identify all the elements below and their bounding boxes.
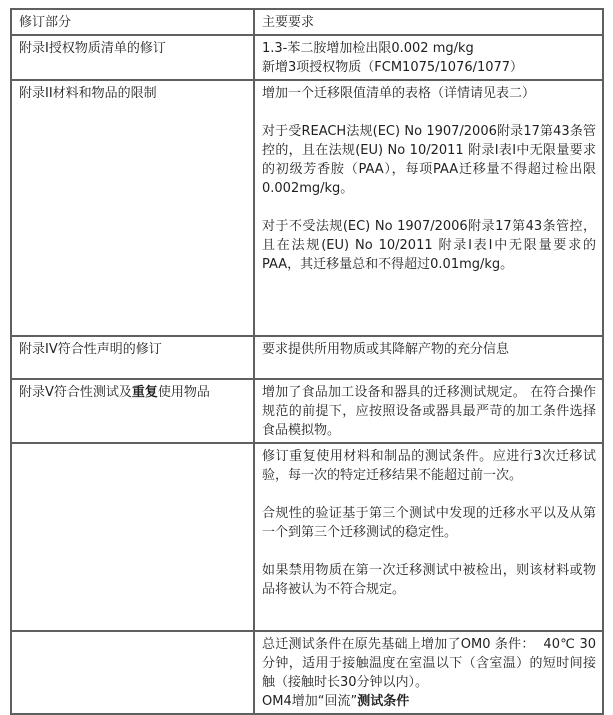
header-cell-section: 修订部分 [11,9,254,35]
section-cell [11,379,254,443]
om4-line [262,692,596,711]
om4-bold: 测试条件 [357,694,410,709]
requirement-cell [254,379,603,443]
section-label-bold: 重复 [131,385,158,400]
requirement-paragraph: 如果禁用物质在第一次迁移测试中被检出，则该材料或物品将被认为不符合规定。 [262,563,596,597]
table-header-row [11,9,603,35]
requirement-cell [254,443,603,631]
table-row-annex5 [11,379,603,443]
requirement-paragraph: 对于不受法规(EC) No 1907/2006附录17第43条管控，且在法规(EU) No 10/2011 附录I表I中无限量要求的PAA，其迁移量总和不得超过0.01mg/kg。 [262,219,596,272]
section-cell [11,443,254,631]
requirement-cell [254,631,603,714]
section-cell: 附录IV符合性声明的修订 [11,336,254,379]
requirement-line: 总迁测试条件在原先基础上增加了OM0 条件： 40℃ 30分钟，适用于接触温度在室温以下（含室温）的短时间接触（接触时长30分钟以内）。 [262,637,596,690]
requirement-cell [254,35,603,80]
document-page [0,8,613,709]
section-cell [11,631,254,714]
section-label-prefix: 附录V符合性测试及 [19,385,132,400]
requirement-paragraph: 修订重复使用材料和制品的测试条件。应进行3次迁移试验，每一次的特定迁移结果不能超过前一次。 [262,449,596,483]
requirement-paragraph: 合规性的验证基于第三个测试中发现的迁移水平以及从第一个到第三个迁移测试的稳定性。 [262,506,596,540]
requirement-paragraph: 要求提供所用物质或其降解产物的充分信息 [262,342,510,357]
om4-prefix: OM4增加“回流” [262,694,358,709]
requirement-cell [254,336,603,379]
requirement-paragraph: 增加了食品加工设备和器具的迁移测试规定。 在符合操作规范的前提下，应按照设备或器具最严苛的加工条件选择食品模拟物。 [262,385,596,438]
requirement-line: 新增3项授权物质（FCM1075/1076/1077） [262,60,524,75]
table-row-reuse-testing [11,443,603,631]
requirement-line: 1.3-苯二胺增加检出限0.002 mg/kg [262,41,474,56]
section-cell: 附录I授权物质清单的修订 [11,35,254,80]
header-cell-requirement: 主要要求 [254,9,603,35]
requirement-paragraph: 增加一个迁移限值清单的表格（详情请见表二） [262,86,536,101]
table-row-annex4 [11,336,603,379]
section-cell: 附录II材料和物品的限制 [11,80,254,336]
requirement-paragraph: 对于受REACH法规(EC) No 1907/2006附录17第43条管控的，且在法规(EU) No 10/2011 附录I表I中无限量要求的初级芳香胺（PAA），每项PAA迁移量不得超过检出限0.002mg/kg。 [262,124,596,196]
revision-table [10,8,604,715]
table-row-om-conditions [11,631,603,714]
requirement-cell [254,80,603,336]
table-row-annex1 [11,35,603,80]
section-label-suffix: 使用物品 [157,385,210,400]
table-row-annex2 [11,80,603,336]
